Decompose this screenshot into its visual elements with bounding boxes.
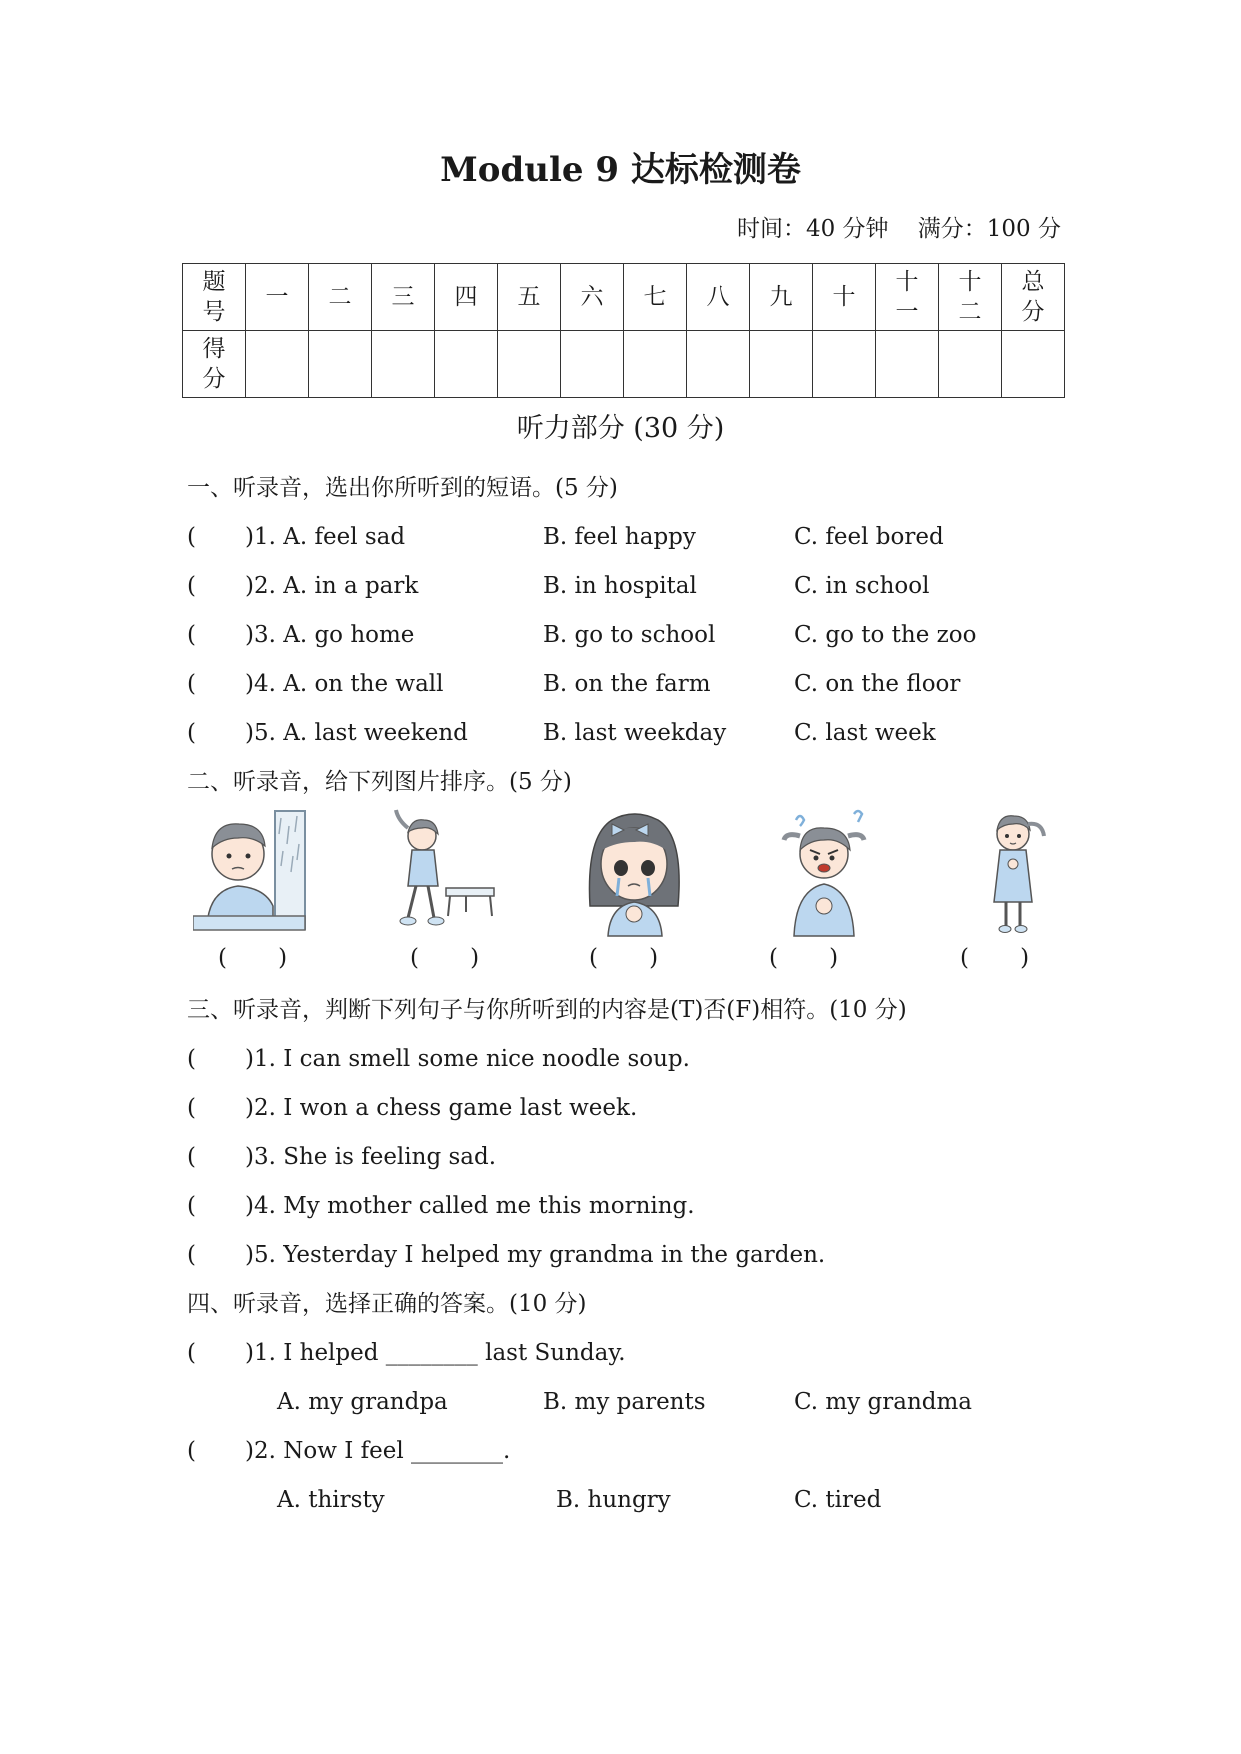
score-col-1: 一 <box>246 264 309 331</box>
crying-girl-picture <box>582 806 687 941</box>
score-table-score-label: 得 分 <box>183 331 246 398</box>
score-col-3: 三 <box>372 264 435 331</box>
score-col-7: 七 <box>624 264 687 331</box>
part4-q2-option-c: C. tired <box>794 1487 882 1513</box>
score-cell[interactable] <box>624 331 687 398</box>
option-c: C. feel bored <box>794 524 944 550</box>
statement: )1. I can smell some nice noodle soup. <box>245 1046 690 1072</box>
option-a: )5. A. last weekend <box>245 720 468 746</box>
page-title: Module 9 达标检测卷 <box>440 150 801 190</box>
part4-q1-option-c: C. my grandma <box>794 1389 973 1415</box>
answer-paren[interactable]: ( <box>187 1242 196 1268</box>
score-col-2: 二 <box>309 264 372 331</box>
answer-paren[interactable]: ( <box>187 1193 196 1219</box>
option-a: )1. A. feel sad <box>245 524 406 550</box>
score-col-5: 五 <box>498 264 561 331</box>
option-c: C. on the floor <box>794 671 961 697</box>
score-col-8: 八 <box>687 264 750 331</box>
answer-paren[interactable]: ( <box>187 1340 196 1366</box>
score-cell[interactable] <box>435 331 498 398</box>
answer-paren[interactable]: ( <box>187 573 196 599</box>
picture-5-answer[interactable]: ( ) <box>960 945 1030 971</box>
score-col-9: 九 <box>750 264 813 331</box>
statement: )5. Yesterday I helped my grandma in the garden. <box>245 1242 826 1268</box>
answer-paren[interactable]: ( <box>187 1046 196 1072</box>
option-a: )4. A. on the wall <box>245 671 444 697</box>
score-col-total: 总 分 <box>1002 264 1065 331</box>
part4-q1-option-a: A. my grandpa <box>277 1389 448 1415</box>
part4-heading: 四、听录音，选择正确的答案。(10 分) <box>187 1291 587 1317</box>
exam-time: 时间：40 分钟 <box>736 216 889 242</box>
shy-girl-picture <box>968 806 1058 941</box>
score-cell[interactable] <box>309 331 372 398</box>
score-col-6: 六 <box>561 264 624 331</box>
option-b: B. on the farm <box>543 671 711 697</box>
score-table <box>182 263 1065 398</box>
boy-window-rain-picture <box>193 806 313 941</box>
statement: )2. I won a chess game last week. <box>245 1095 638 1121</box>
answer-paren[interactable]: ( <box>187 1438 196 1464</box>
option-c: C. in school <box>794 573 930 599</box>
score-cell[interactable] <box>876 331 939 398</box>
score-cell[interactable] <box>1002 331 1065 398</box>
girl-stool-picture <box>380 806 500 941</box>
part3-heading: 三、听录音，判断下列句子与你所听到的内容是(T)否(F)相符。(10 分) <box>187 997 907 1023</box>
answer-paren[interactable]: ( <box>187 524 196 550</box>
exam-full-score: 满分：100 分 <box>917 216 1061 242</box>
score-col-12: 十 二 <box>939 264 1002 331</box>
answer-paren[interactable]: ( <box>187 622 196 648</box>
listening-section-title: 听力部分 (30 分) <box>516 413 725 444</box>
score-col-10: 十 <box>813 264 876 331</box>
answer-paren[interactable]: ( <box>187 671 196 697</box>
picture-3-answer[interactable]: ( ) <box>589 945 659 971</box>
score-table-header-label: 题 号 <box>183 264 246 331</box>
option-b: B. go to school <box>543 622 716 648</box>
answer-paren[interactable]: ( <box>187 1095 196 1121</box>
answer-paren[interactable]: ( <box>187 720 196 746</box>
option-c: C. last week <box>794 720 936 746</box>
option-c: C. go to the zoo <box>794 622 977 648</box>
score-cell[interactable] <box>372 331 435 398</box>
option-a: )2. A. in a park <box>245 573 419 599</box>
score-cell[interactable] <box>939 331 1002 398</box>
picture-2-answer[interactable]: ( ) <box>410 945 480 971</box>
part4-q2-option-a: A. thirsty <box>277 1487 385 1513</box>
score-cell[interactable] <box>687 331 750 398</box>
picture-1-answer[interactable]: ( ) <box>218 945 288 971</box>
statement: )3. She is feeling sad. <box>245 1144 497 1170</box>
picture-row <box>0 806 1241 941</box>
score-col-11: 十 一 <box>876 264 939 331</box>
statement: )4. My mother called me this morning. <box>245 1193 695 1219</box>
score-cell[interactable] <box>498 331 561 398</box>
option-b: B. feel happy <box>543 524 696 550</box>
question-stem: )2. Now I feel ________. <box>245 1438 511 1464</box>
part4-q2-option-b: B. hungry <box>556 1487 671 1513</box>
score-cell[interactable] <box>561 331 624 398</box>
question-stem: )1. I helped ________ last Sunday. <box>245 1340 626 1366</box>
score-table-header-row <box>183 264 1065 331</box>
option-b: B. in hospital <box>543 573 697 599</box>
score-cell[interactable] <box>246 331 309 398</box>
option-b: B. last weekday <box>543 720 727 746</box>
angry-girl-picture <box>774 806 884 941</box>
part4-q1-option-b: B. my parents <box>543 1389 706 1415</box>
score-table-score-row <box>183 331 1065 398</box>
score-col-4: 四 <box>435 264 498 331</box>
exam-meta <box>737 214 1061 244</box>
score-cell[interactable] <box>813 331 876 398</box>
part1-heading: 一、听录音，选出你所听到的短语。(5 分) <box>187 475 618 501</box>
answer-paren[interactable]: ( <box>187 1144 196 1170</box>
part2-heading: 二、听录音，给下列图片排序。(5 分) <box>187 769 572 795</box>
option-a: )3. A. go home <box>245 622 415 648</box>
score-cell[interactable] <box>750 331 813 398</box>
picture-4-answer[interactable]: ( ) <box>769 945 839 971</box>
